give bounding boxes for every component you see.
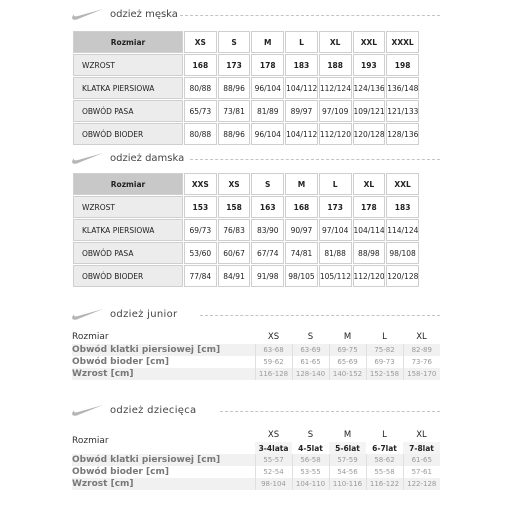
value-cell: 109/121	[353, 100, 386, 122]
table-row	[73, 242, 419, 264]
age-cell: 6-7lat	[372, 443, 397, 453]
value-cell: 69-75	[329, 344, 366, 356]
value-cell: 61-65	[292, 356, 329, 368]
header-cell: Rozmiar	[73, 31, 183, 53]
size-cell: XXL	[386, 173, 419, 195]
value-cell: 55-58	[366, 466, 403, 478]
size-cell: XL	[319, 31, 352, 53]
kids-size-table	[72, 428, 440, 490]
value-cell: 152-158	[366, 368, 403, 380]
value-cell: 124/136	[353, 77, 386, 99]
junior-section-header	[70, 305, 177, 323]
value-cell: 114/124	[386, 219, 419, 241]
table-row	[72, 466, 440, 478]
value-cell: 128/136	[386, 123, 419, 145]
kids-divider	[220, 411, 440, 412]
header-cell: Rozmiar	[73, 173, 183, 195]
value-cell: 173	[218, 54, 251, 76]
value-cell: 112/120	[353, 265, 386, 287]
value-cell: 65-69	[329, 356, 366, 368]
size-cell: XS	[218, 173, 251, 195]
age-cell: 5-6lat	[329, 442, 366, 454]
value-cell: 104/112	[285, 123, 318, 145]
value-cell: 81/89	[251, 100, 284, 122]
value-cell: 57-61	[403, 466, 440, 478]
nike-swoosh-icon	[70, 7, 104, 21]
row-label: OBWÓD PASA	[73, 100, 183, 122]
value-cell: 98/108	[386, 242, 419, 264]
table-row	[73, 196, 419, 218]
value-cell: 88/96	[218, 77, 251, 99]
men-divider	[180, 15, 440, 16]
value-cell: 75-82	[366, 344, 403, 356]
value-cell: 153	[184, 196, 217, 218]
value-cell: 110-116	[329, 478, 366, 490]
row-label: KLATKA PIERSIOWA	[73, 77, 183, 99]
table-row	[72, 478, 440, 490]
kids-section-title: odzież dziecięca	[110, 404, 197, 416]
women-section-title: odzież damska	[110, 152, 185, 164]
size-cell: L	[382, 332, 387, 342]
value-cell: 81/88	[319, 242, 352, 264]
table-row	[72, 344, 440, 356]
value-cell: 59-62	[255, 356, 292, 368]
row-label: WZROST	[73, 54, 183, 76]
row-label: KLATKA PIERSIOWA	[73, 219, 183, 241]
value-cell: 53/60	[184, 242, 217, 264]
value-cell: 168	[285, 196, 318, 218]
size-cell: M	[343, 332, 352, 342]
women-size-table	[72, 172, 420, 288]
value-cell: 120/128	[353, 123, 386, 145]
size-cell: L	[382, 430, 387, 440]
table-row	[72, 454, 440, 466]
value-cell: 104/112	[285, 77, 318, 99]
row-label: WZROST	[73, 196, 183, 218]
men-section-title: odzież męska	[110, 8, 178, 20]
value-cell: 54-56	[329, 466, 366, 478]
value-cell: 140-152	[329, 368, 366, 380]
size-cell: XS	[267, 430, 280, 440]
value-cell: 104/114	[353, 219, 386, 241]
men-header-row	[73, 31, 419, 53]
value-cell: 173	[319, 196, 352, 218]
value-cell: 88/96	[218, 123, 251, 145]
size-cell: S	[307, 430, 314, 440]
row-label: OBWÓD BIODER	[73, 123, 183, 145]
value-cell: 83/90	[251, 219, 284, 241]
value-cell: 73-76	[403, 356, 440, 368]
nike-swoosh-icon	[70, 151, 104, 165]
value-cell: 178	[251, 54, 284, 76]
value-cell: 80/88	[184, 77, 217, 99]
table-row	[72, 356, 440, 368]
value-cell: 168	[184, 54, 217, 76]
value-cell: 88/98	[353, 242, 386, 264]
table-row	[73, 100, 419, 122]
value-cell: 178	[353, 196, 386, 218]
value-cell: 120/128	[386, 265, 419, 287]
value-cell: 105/112	[319, 265, 352, 287]
table-row	[73, 54, 419, 76]
row-label: Obwód klatki piersiowej [cm]	[72, 454, 255, 466]
size-cell: XL	[416, 430, 427, 440]
value-cell: 98/105	[285, 265, 318, 287]
header-cell: Rozmiar	[72, 332, 109, 342]
value-cell: 193	[353, 54, 386, 76]
women-section-header	[70, 149, 184, 167]
size-cell: XS	[184, 31, 217, 53]
value-cell: 60/67	[218, 242, 251, 264]
value-cell: 55-57	[255, 454, 292, 466]
value-cell: 90/97	[285, 219, 318, 241]
value-cell: 136/148	[386, 77, 419, 99]
row-label: OBWÓD BIODER	[73, 265, 183, 287]
value-cell: 96/104	[251, 77, 284, 99]
nike-swoosh-icon	[70, 307, 104, 321]
value-cell: 163	[251, 196, 284, 218]
size-cell: XS	[267, 332, 280, 342]
value-cell: 53-55	[292, 466, 329, 478]
value-cell: 97/104	[319, 219, 352, 241]
size-cell: S	[251, 173, 284, 195]
age-cell: 3-4lata	[255, 442, 292, 454]
value-cell: 96/104	[251, 123, 284, 145]
value-cell: 112/124	[319, 77, 352, 99]
junior-divider	[200, 315, 440, 316]
value-cell: 98-104	[255, 478, 292, 490]
value-cell: 69-73	[366, 356, 403, 368]
junior-size-table	[72, 330, 440, 380]
kids-section-header	[70, 401, 196, 419]
size-cell: L	[319, 173, 352, 195]
value-cell: 80/88	[184, 123, 217, 145]
value-cell: 74/81	[285, 242, 318, 264]
size-cell: XXXL	[386, 31, 419, 53]
row-label: Obwód bioder [cm]	[72, 467, 169, 477]
value-cell: 91/98	[251, 265, 284, 287]
table-row	[73, 77, 419, 99]
size-cell: S	[218, 31, 251, 53]
table-row	[73, 219, 419, 241]
row-label: Wzrost [cm]	[72, 478, 255, 490]
value-cell: 158	[218, 196, 251, 218]
row-label: OBWÓD PASA	[73, 242, 183, 264]
value-cell: 121/133	[386, 100, 419, 122]
value-cell: 67/74	[251, 242, 284, 264]
row-label: Wzrost [cm]	[72, 368, 255, 380]
row-label: Obwód klatki piersiowej [cm]	[72, 344, 255, 356]
size-cell: XL	[416, 332, 427, 342]
value-cell: 116-128	[255, 368, 292, 380]
value-cell: 183	[285, 54, 318, 76]
value-cell: 198	[386, 54, 419, 76]
value-cell: 65/73	[184, 100, 217, 122]
size-cell: S	[307, 332, 314, 342]
value-cell: 69/73	[184, 219, 217, 241]
men-section-header	[70, 5, 178, 23]
value-cell: 158-170	[403, 368, 440, 380]
value-cell: 116-122	[366, 478, 403, 490]
table-row	[73, 265, 419, 287]
value-cell: 122-128	[403, 478, 440, 490]
table-row	[72, 368, 440, 380]
size-cell: XXS	[184, 173, 217, 195]
value-cell: 183	[386, 196, 419, 218]
size-cell: M	[343, 430, 352, 440]
kids-header-row	[72, 428, 440, 442]
age-cell: 4-5lat	[298, 443, 323, 453]
value-cell: 84/91	[218, 265, 251, 287]
value-cell: 58-62	[366, 454, 403, 466]
age-cell: 7-8lat	[403, 442, 440, 454]
value-cell: 77/84	[184, 265, 217, 287]
size-cell: XL	[353, 173, 386, 195]
value-cell: 76/83	[218, 219, 251, 241]
size-cell: XXL	[353, 31, 386, 53]
size-cell: M	[285, 173, 318, 195]
value-cell: 52-54	[255, 466, 292, 478]
women-header-row	[73, 173, 419, 195]
value-cell: 57-59	[329, 454, 366, 466]
junior-header-row	[72, 330, 440, 344]
value-cell: 89/97	[285, 100, 318, 122]
value-cell: 61-65	[403, 454, 440, 466]
value-cell: 82-89	[403, 344, 440, 356]
men-size-table	[72, 30, 420, 146]
value-cell: 128-140	[292, 368, 329, 380]
value-cell: 73/81	[218, 100, 251, 122]
value-cell: 112/120	[319, 123, 352, 145]
nike-swoosh-icon	[70, 403, 104, 417]
value-cell: 188	[319, 54, 352, 76]
value-cell: 63-68	[255, 344, 292, 356]
table-row	[73, 123, 419, 145]
value-cell: 63-69	[292, 344, 329, 356]
junior-section-title: odzież junior	[110, 308, 178, 320]
row-label: Obwód bioder [cm]	[72, 357, 169, 367]
value-cell: 97/109	[319, 100, 352, 122]
value-cell: 56-58	[292, 454, 329, 466]
value-cell: 104-110	[292, 478, 329, 490]
size-cell: L	[285, 31, 318, 53]
size-cell: M	[251, 31, 284, 53]
header-cell: Rozmiar	[72, 436, 109, 446]
women-divider	[190, 159, 440, 160]
